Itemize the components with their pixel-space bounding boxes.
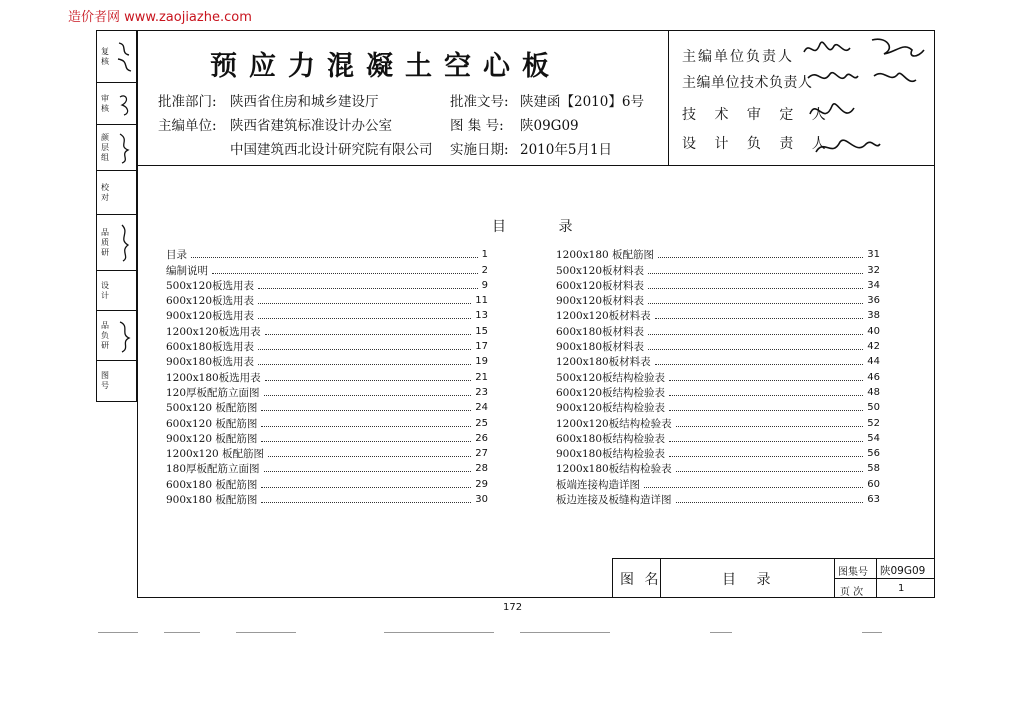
atlas-value: 陕09G09 (520, 118, 579, 134)
toc-entry (556, 277, 880, 292)
toc-entry-page: 58 (867, 463, 880, 475)
title-block-divider (834, 578, 935, 579)
toc-left-column (166, 246, 488, 506)
toc-leader-dots (669, 441, 863, 442)
scan-artifact (862, 632, 882, 633)
toc-entry-page: 48 (867, 386, 880, 398)
toc-entry-page: 60 (867, 478, 880, 490)
toc-entry-title: 900x120 板配筋图 (166, 432, 258, 445)
toc-leader-dots (655, 318, 864, 319)
strip-label: 图 号 (101, 371, 109, 390)
strip-cell-audit (96, 82, 137, 124)
toc-entry-title: 1200x120板结构检验表 (556, 417, 672, 430)
toc-entry-page: 31 (867, 249, 880, 261)
toc-entry (556, 368, 880, 383)
toc-entry (166, 475, 488, 490)
toc-entry (556, 475, 880, 490)
page-value: 1 (898, 583, 905, 594)
toc-leader-dots (648, 334, 863, 335)
toc-entry (556, 261, 880, 276)
strip-cell-check (96, 170, 137, 214)
toc-entry (166, 491, 488, 506)
toc-leader-dots (669, 456, 863, 457)
handwritten-signature (113, 311, 136, 360)
strip-cell-drawing (96, 360, 137, 402)
strip-cell-quality (96, 214, 137, 270)
toc-entry-title: 1200x180板材料表 (556, 356, 651, 369)
toc-entry-page: 40 (867, 325, 880, 337)
handwritten-signature (113, 83, 136, 124)
toc-entry-title: 900x180板材料表 (556, 341, 645, 354)
responsible-design-label: 设 计 负 责 人 (682, 136, 833, 152)
toc-entry (556, 338, 880, 353)
header-divider (137, 165, 935, 166)
scan-artifact (710, 632, 732, 633)
page-title: 预应力混凝土空心板 (210, 51, 561, 82)
toc-leader-dots (648, 303, 863, 304)
toc-leader-dots (648, 349, 863, 350)
toc-entry-page: 9 (481, 279, 488, 291)
toc-entry (556, 292, 880, 307)
toc-entry-page: 13 (475, 310, 488, 322)
toc-entry-title: 600x180板选用表 (166, 341, 255, 354)
toc-entry-page: 56 (867, 448, 880, 460)
toc-entry-page: 30 (475, 494, 488, 506)
toc-entry-title: 900x180板选用表 (166, 356, 255, 369)
scan-artifact (98, 632, 138, 633)
responsible-review-label: 技 术 审 定 人 (682, 107, 833, 123)
toc-leader-dots (258, 288, 478, 289)
toc-entry (166, 414, 488, 429)
toc-entry-page: 38 (867, 310, 880, 322)
toc-entry-title: 1200x120板选用表 (166, 325, 261, 338)
toc-entry-title: 600x120 板配筋图 (166, 417, 258, 430)
strip-label: 品 质 研 (101, 227, 109, 257)
responsible-tech-label: 主编单位技术负责人 (682, 75, 813, 91)
strip-cell-group (96, 124, 137, 170)
toc-entry-title: 600x120板材料表 (556, 279, 645, 292)
toc-entry (556, 445, 880, 460)
figure-label: 图 名 (620, 572, 662, 588)
toc-leader-dots (648, 288, 863, 289)
strip-cell-design (96, 270, 137, 310)
atlas-no-label: 图集号 (838, 567, 868, 578)
toc-entry (556, 414, 880, 429)
toc-entry-page: 15 (475, 325, 488, 337)
toc-entry-page: 25 (475, 417, 488, 429)
toc-entry-title: 600x120板结构检验表 (556, 386, 666, 399)
toc-entry-title: 600x180板材料表 (556, 325, 645, 338)
toc-entry-page: 36 (867, 295, 880, 307)
toc-leader-dots (212, 273, 478, 274)
toc-leader-dots (261, 441, 471, 442)
toc-entry-title: 1200x180板选用表 (166, 371, 261, 384)
toc-entry-title: 900x120板结构检验表 (556, 402, 666, 415)
toc-entry (556, 246, 880, 261)
toc-entry (166, 338, 488, 353)
handwritten-signature (113, 215, 136, 270)
toc-entry-title: 120厚板配筋立面图 (166, 386, 260, 399)
toc-entry-page: 27 (475, 448, 488, 460)
toc-entry-title: 500x120 板配筋图 (166, 402, 258, 415)
toc-entry-title: 500x120板选用表 (166, 279, 255, 292)
toc-leader-dots (669, 410, 863, 411)
toc-leader-dots (676, 426, 864, 427)
toc-right-column (556, 246, 880, 506)
scan-artifact (384, 632, 494, 633)
toc-leader-dots (261, 426, 471, 427)
handwritten-signature (113, 31, 136, 82)
toc-entry (166, 277, 488, 292)
strip-label: 品 负 研 (101, 320, 109, 350)
toc-entry-page: 54 (867, 432, 880, 444)
toc-entry-title: 900x180 板配筋图 (166, 494, 258, 507)
scan-artifact (236, 632, 296, 633)
toc-entry-title: 1200x180 板配筋图 (556, 249, 655, 262)
toc-entry-title: 编制说明 (166, 264, 208, 277)
toc-entry-title: 600x180 板配筋图 (166, 478, 258, 491)
toc-leader-dots (669, 380, 863, 381)
approval-doc-value: 陕建函【2010】6号 (520, 94, 644, 110)
toc-entry-page: 17 (475, 341, 488, 353)
toc-entry-page: 11 (475, 295, 488, 307)
toc-entry (166, 307, 488, 322)
toc-entry (556, 353, 880, 368)
strip-label: 复 核 (101, 46, 109, 66)
page-label: 页 次 (840, 587, 864, 598)
toc-entry (166, 261, 488, 276)
toc-entry (166, 384, 488, 399)
toc-leader-dots (261, 502, 471, 503)
toc-entry-page: 1 (481, 249, 488, 261)
toc-entry-page: 19 (475, 356, 488, 368)
toc-entry (166, 292, 488, 307)
date-value: 2010年5月1日 (520, 142, 613, 158)
editor-label: 主编单位: (158, 118, 217, 134)
toc-entry-page: 21 (475, 371, 488, 383)
toc-leader-dots (265, 334, 472, 335)
site-watermark: 造价者网 www.zaojiazhe.com (68, 10, 252, 25)
figure-value: 目 录 (722, 572, 779, 588)
toc-entry-title: 板边连接及板缝构造详图 (556, 494, 672, 507)
toc-entry (166, 430, 488, 445)
toc-leader-dots (268, 456, 471, 457)
toc-leader-dots (261, 410, 471, 411)
toc-entry (556, 307, 880, 322)
handwritten-signature (113, 125, 136, 170)
toc-entry (166, 445, 488, 460)
toc-entry-title: 900x120板材料表 (556, 295, 645, 308)
toc-entry-page: 46 (867, 371, 880, 383)
coeditor-value: 中国建筑西北设计研究院有限公司 (230, 142, 433, 158)
editor-value: 陕西省建筑标准设计办公室 (230, 118, 392, 134)
toc-entry-page: 42 (867, 341, 880, 353)
toc-heading: 目 录 (492, 219, 597, 235)
toc-leader-dots (676, 471, 864, 472)
strip-label: 审 核 (101, 93, 109, 113)
toc-leader-dots (648, 273, 863, 274)
toc-leader-dots (258, 303, 471, 304)
strip-cell-owner (96, 310, 137, 360)
toc-entry (166, 368, 488, 383)
toc-entry-title: 1200x120板材料表 (556, 310, 651, 323)
toc-leader-dots (644, 487, 863, 488)
header-vertical-divider (668, 30, 669, 165)
toc-entry-title: 1200x180板结构检验表 (556, 463, 672, 476)
approval-doc-label: 批准文号: (450, 94, 509, 110)
toc-entry (556, 491, 880, 506)
toc-entry (166, 246, 488, 261)
toc-entry (556, 430, 880, 445)
toc-entry-page: 2 (481, 264, 488, 276)
toc-entry (556, 384, 880, 399)
toc-entry-title: 900x180板结构检验表 (556, 448, 666, 461)
toc-leader-dots (658, 257, 863, 258)
toc-entry-page: 28 (475, 463, 488, 475)
toc-entry (556, 460, 880, 475)
toc-entry-title: 1200x120 板配筋图 (166, 448, 265, 461)
scan-artifact (164, 632, 200, 633)
toc-entry (166, 322, 488, 337)
toc-leader-dots (669, 395, 863, 396)
toc-entry-page: 44 (867, 356, 880, 368)
toc-entry-page: 50 (867, 402, 880, 414)
toc-entry-title: 600x120板选用表 (166, 295, 255, 308)
toc-leader-dots (258, 364, 471, 365)
toc-leader-dots (265, 380, 472, 381)
toc-leader-dots (258, 318, 471, 319)
toc-entry (556, 322, 880, 337)
toc-leader-dots (264, 471, 472, 472)
toc-entry (166, 353, 488, 368)
toc-entry-page: 34 (867, 279, 880, 291)
scan-artifact (520, 632, 610, 633)
toc-leader-dots (191, 257, 478, 258)
strip-cell-review (96, 30, 137, 82)
toc-entry-title: 500x120板结构检验表 (556, 371, 666, 384)
toc-entry-title: 板端连接构造详图 (556, 478, 640, 491)
toc-entry (556, 399, 880, 414)
footer-page-number: 172 (503, 602, 523, 613)
toc-entry-title: 900x120板选用表 (166, 310, 255, 323)
date-label: 实施日期: (450, 142, 509, 158)
toc-leader-dots (258, 349, 471, 350)
strip-label: 设 计 (101, 280, 109, 300)
toc-entry-page: 26 (475, 432, 488, 444)
toc-leader-dots (676, 502, 864, 503)
header-signatures (800, 34, 930, 164)
toc-entry-page: 29 (475, 478, 488, 490)
approval-dept-value: 陕西省住房和城乡建设厅 (230, 94, 379, 110)
toc-entry-page: 24 (475, 402, 488, 414)
toc-leader-dots (261, 487, 471, 488)
atlas-no-value: 陕09G09 (880, 565, 926, 577)
toc-entry-title: 目录 (166, 249, 187, 262)
approval-dept-label: 批准部门: (158, 94, 217, 110)
toc-entry (166, 460, 488, 475)
toc-leader-dots (264, 395, 472, 396)
atlas-label: 图 集 号: (450, 118, 504, 134)
toc-entry-page: 63 (867, 494, 880, 506)
toc-entry-title: 180厚板配筋立面图 (166, 463, 260, 476)
toc-entry-page: 52 (867, 417, 880, 429)
toc-leader-dots (655, 364, 864, 365)
responsible-chief-label: 主编单位负责人 (682, 49, 794, 65)
toc-entry (166, 399, 488, 414)
toc-entry-title: 500x120板材料表 (556, 264, 645, 277)
strip-label: 校 对 (101, 182, 109, 202)
toc-entry-title: 600x180板结构检验表 (556, 432, 666, 445)
strip-label: 颜 层 组 (101, 132, 109, 162)
toc-entry-page: 23 (475, 386, 488, 398)
toc-entry-page: 32 (867, 264, 880, 276)
